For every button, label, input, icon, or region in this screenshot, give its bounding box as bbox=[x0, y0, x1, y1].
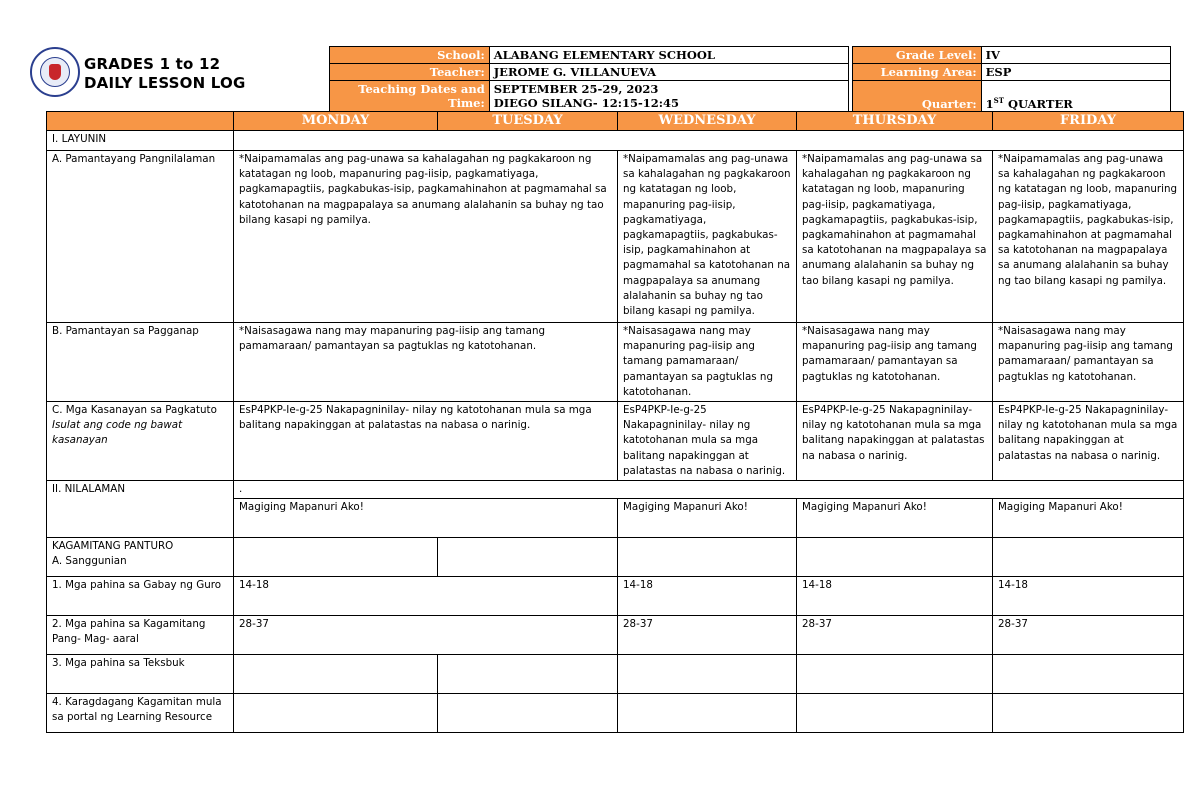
dates-label: Teaching Dates and Time: bbox=[330, 81, 490, 112]
table-row bbox=[47, 402, 1184, 481]
grade-label: Grade Level: bbox=[853, 47, 982, 64]
area-value: ESP bbox=[981, 64, 1170, 81]
title-line-1: GRADES 1 to 12 bbox=[84, 55, 221, 73]
pagganap-wed: *Naisasagawa nang may mapanuring pag-iisip ang tamang pamamaraan/ pamantayan sa pagtuklas ng katotohanan. bbox=[618, 323, 797, 402]
pagganap-fri: *Naisasagawa nang may mapanuring pag-iisip ang tamang pamamaraan/ pamantayan sa pagtuklas ng katotohanan. bbox=[993, 323, 1184, 402]
topic-thu: Magiging Mapanuri Ako! bbox=[797, 499, 993, 538]
sanggunian-title: A. Sanggunian bbox=[52, 555, 127, 568]
pangnilalaman-wed: *Naipamamalas ang pag-unawa sa kahalagahan ng pagkakaroon ng katatagan ng loob, mapanuring pag-iisip, pagkamatiyaga, pagkamapagtiis, pagkabukas-isip, pagkamahinahon at pagmamahal sa katotohanan na magpapalaya sa anumang alalahanin sa buhay ng tao bilang kasapi ng pamilya. bbox=[618, 151, 797, 323]
table-row bbox=[47, 323, 1184, 402]
quarter-number: 1 bbox=[985, 97, 994, 111]
karagdagang-wed bbox=[618, 694, 797, 733]
topic-mon-tue: Magiging Mapanuri Ako! bbox=[234, 499, 618, 538]
teacher-label: Teacher: bbox=[330, 64, 490, 81]
time-value: DIEGO SILANG- 12:15-12:45 bbox=[493, 96, 679, 110]
pamantayan-pagganap-label: B. Pamantayan sa Pagganap bbox=[47, 323, 234, 402]
quarter-suffix: ST bbox=[993, 96, 1004, 106]
teksbuk-mon bbox=[234, 655, 438, 694]
pagganap-thu: *Naisasagawa nang may mapanuring pag-iisip ang tamang pamamaraan/ pamantayan sa pagtuklas ng katotohanan. bbox=[797, 323, 993, 402]
topic-wed: Magiging Mapanuri Ako! bbox=[618, 499, 797, 538]
kasanayan-mon-tue: EsP4PKP-Ie-g-25 Nakapagninilay- nilay ng katotohanan mula sa mga balitang napakinggan at palatastas na nabasa o narinig. bbox=[234, 402, 618, 481]
mag-aaral-wed: 28-37 bbox=[618, 616, 797, 655]
sanggunian-thu bbox=[797, 538, 993, 577]
mag-aaral-thu: 28-37 bbox=[797, 616, 993, 655]
day-thursday: THURSDAY bbox=[797, 112, 993, 131]
nilalaman-label: II. NILALAMAN bbox=[47, 481, 234, 538]
deped-seal-icon bbox=[30, 47, 80, 97]
sanggunian-wed bbox=[618, 538, 797, 577]
gabay-fri: 14-18 bbox=[993, 577, 1184, 616]
day-wednesday: WEDNESDAY bbox=[618, 112, 797, 131]
layunin-cell bbox=[234, 131, 1184, 151]
kagamitan-title: KAGAMITANG PANTURO bbox=[52, 540, 174, 553]
sanggunian-tue bbox=[438, 538, 618, 577]
topic-fri: Magiging Mapanuri Ako! bbox=[993, 499, 1184, 538]
karagdagang-mon bbox=[234, 694, 438, 733]
table-row bbox=[47, 151, 1184, 323]
table-row bbox=[47, 616, 1184, 655]
gabay-thu: 14-18 bbox=[797, 577, 993, 616]
pangnilalaman-mon-tue: *Naipamamalas ang pag-unawa sa kahalagahan ng pagkakaroon ng katatagan ng loob, mapanuring pag-iisip, pagkamatiyaga, pagkamapagtiis, pagkabukas-isip, pagkamahinahon at pagmamahal sa katotohanan na magpapalaya sa anumang alalahanin sa buhay ng tao bilang kasapi ng pamilya. bbox=[234, 151, 618, 323]
day-header-blank bbox=[47, 112, 234, 131]
kagamitan-label bbox=[47, 538, 234, 577]
gabay-wed: 14-18 bbox=[618, 577, 797, 616]
table-row bbox=[47, 481, 1184, 499]
mag-aaral-mon-tue: 28-37 bbox=[234, 616, 618, 655]
seal-inner bbox=[40, 57, 70, 87]
area-label: Learning Area: bbox=[853, 64, 982, 81]
karagdagang-label: 4. Karagdagang Kagamitan mula sa portal ng Learning Resource bbox=[47, 694, 234, 733]
sanggunian-mon bbox=[234, 538, 438, 577]
table-row bbox=[47, 577, 1184, 616]
gabay-guro-label: 1. Mga pahina sa Gabay ng Guro bbox=[47, 577, 234, 616]
pangnilalaman-fri: *Naipamamalas ang pag-unawa sa kahalagahan ng pagkakaroon ng katatagan ng loob, mapanuring pag-iisip, pagkamatiyaga, pagkamapagtiis, pagkabukas-isip, pagkamahinahon at pagmamahal sa katotohanan na magpapalaya sa anumang alalahanin sa buhay ng tao bilang kasapi ng pamilya. bbox=[993, 151, 1184, 323]
header-info-left bbox=[329, 46, 849, 112]
teksbuk-tue bbox=[438, 655, 618, 694]
day-tuesday: TUESDAY bbox=[438, 112, 618, 131]
kasanayan-title: C. Mga Kasanayan sa Pagkatuto bbox=[52, 404, 217, 417]
seal-emblem bbox=[49, 64, 61, 80]
pagganap-mon-tue: *Naisasagawa nang may mapanuring pag-iisip ang tamang pamamaraan/ pamantayan sa pagtuklas ng katotohanan. bbox=[234, 323, 618, 402]
day-monday: MONDAY bbox=[234, 112, 438, 131]
quarter-label: Quarter: bbox=[853, 81, 982, 112]
table-row bbox=[47, 131, 1184, 151]
karagdagang-fri bbox=[993, 694, 1184, 733]
teksbuk-wed bbox=[618, 655, 797, 694]
mag-aaral-fri: 28-37 bbox=[993, 616, 1184, 655]
karagdagang-tue bbox=[438, 694, 618, 733]
lesson-log-table bbox=[46, 111, 1184, 733]
title-line-2: DAILY LESSON LOG bbox=[84, 74, 246, 92]
header-info-right bbox=[852, 46, 1171, 112]
layunin-label: I. LAYUNIN bbox=[47, 131, 234, 151]
karagdagang-thu bbox=[797, 694, 993, 733]
school-value: ALABANG ELEMENTARY SCHOOL bbox=[489, 47, 848, 64]
kasanayan-label bbox=[47, 402, 234, 481]
table-row bbox=[47, 694, 1184, 733]
teksbuk-thu bbox=[797, 655, 993, 694]
table-row bbox=[47, 538, 1184, 577]
grade-value: IV bbox=[981, 47, 1170, 64]
pamantayang-pangnilalaman-label: A. Pamantayang Pangnilalaman bbox=[47, 151, 234, 323]
teksbuk-fri bbox=[993, 655, 1184, 694]
sanggunian-fri bbox=[993, 538, 1184, 577]
pangnilalaman-thu: *Naipamamalas ang pag-unawa sa kahalagahan ng pagkakaroon ng katatagan ng loob, mapanuring pag-iisip, pagkamatiyaga, pagkamapagtiis, pagkabukas-isip, pagkamahinahon at pagmamahal sa katotohanan na magpapalaya sa anumang alalahanin sa buhay ng tao bilang kasapi ng pamilya. bbox=[797, 151, 993, 323]
kasanayan-wed: EsP4PKP-Ie-g-25 Nakapagninilay- nilay ng katotohanan mula sa mga balitang napakinggan at palatastas na nabasa o narinig. bbox=[618, 402, 797, 481]
nilalaman-top-cell: . bbox=[234, 481, 1184, 499]
quarter-value bbox=[981, 81, 1170, 112]
dates-value: SEPTEMBER 25-29, 2023 bbox=[493, 82, 659, 96]
teksbuk-label: 3. Mga pahina sa Teksbuk bbox=[47, 655, 234, 694]
teacher-value: JEROME G. VILLANUEVA bbox=[489, 64, 848, 81]
kasanayan-fri: EsP4PKP-Ie-g-25 Nakapagninilay- nilay ng katotohanan mula sa mga balitang napakinggan at palatastas na nabasa o narinig. bbox=[993, 402, 1184, 481]
mag-aaral-label: 2. Mga pahina sa Kagamitang Pang- Mag- aaral bbox=[47, 616, 234, 655]
kasanayan-subtitle: Isulat ang code ng bawat kasanayan bbox=[52, 419, 183, 447]
day-friday: FRIDAY bbox=[993, 112, 1184, 131]
school-label: School: bbox=[330, 47, 490, 64]
day-header-row bbox=[47, 112, 1184, 131]
quarter-word: QUARTER bbox=[1007, 97, 1073, 111]
gabay-mon-tue: 14-18 bbox=[234, 577, 618, 616]
table-row bbox=[47, 655, 1184, 694]
kasanayan-thu: EsP4PKP-Ie-g-25 Nakapagninilay- nilay ng katotohanan mula sa mga balitang napakinggan at palatastas na nabasa o narinig. bbox=[797, 402, 993, 481]
